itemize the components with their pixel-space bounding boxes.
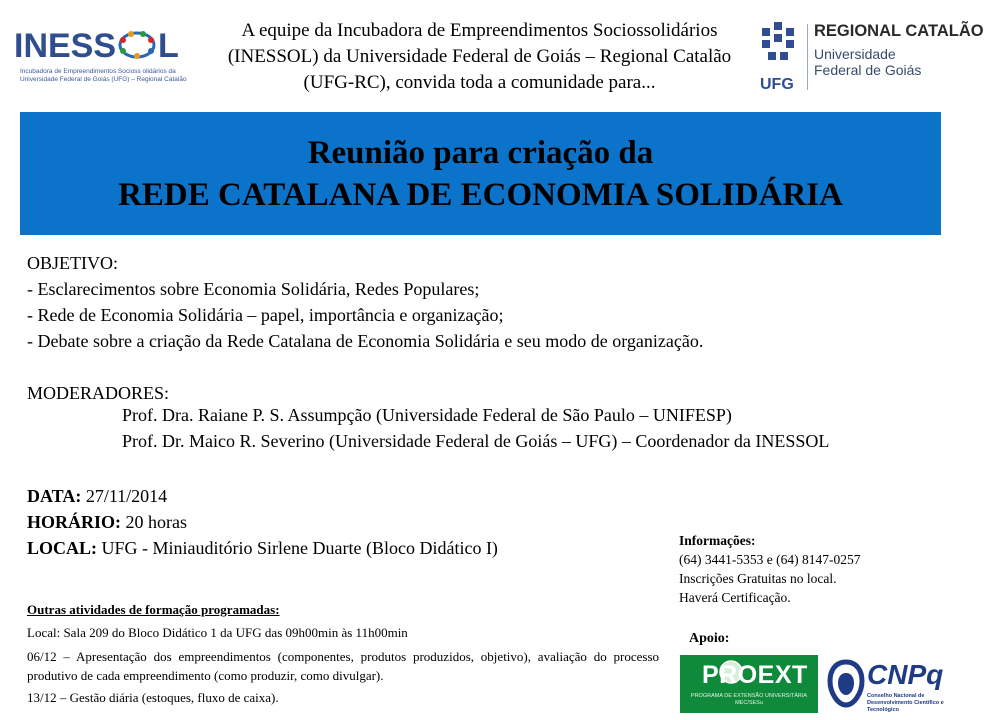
- banner-title-line-2: REDE CATALANA DE ECONOMIA SOLIDÁRIA: [118, 177, 843, 213]
- inessol-word-prefix: INESS: [14, 27, 117, 65]
- time-label: HORÁRIO:: [27, 512, 121, 532]
- info-heading: Informações:: [679, 533, 756, 548]
- place-value: UFG - Miniauditório Sirlene Duarte (Bloco Didático I): [97, 538, 498, 558]
- activity-1312: 13/12 – Gestão diária (estoques, fluxo de caixa).: [27, 690, 279, 705]
- regional-title: REGIONAL CATALÃO: [814, 22, 984, 40]
- objective-item: - Esclarecimentos sobre Economia Solidária, Redes Populares;: [27, 279, 480, 299]
- time-value: 20 horas: [121, 512, 187, 532]
- place-label: LOCAL:: [27, 538, 98, 558]
- inessol-logo-subtitle: Incubadora de Empreendimentos Socioss olidários da Universidade Federal de Goiás (UFG) – Regional Catalão: [20, 68, 187, 83]
- info-phones: (64) 3441-5353 e (64) 8147-0257: [679, 552, 861, 567]
- inessol-word-suffix: L: [158, 27, 179, 65]
- title-banner: [20, 112, 941, 235]
- other-activities-heading: Outras atividades de formação programadas:: [27, 602, 280, 617]
- university-name: [814, 46, 954, 78]
- solidarity-ring-icon: [117, 30, 157, 60]
- university-line-2: Federal de Goiás: [814, 62, 922, 78]
- proext-subtitle: PROGRAMA DE EXTENSÃO UNIVERSITÁRIA MEC/SESu: [690, 693, 808, 706]
- other-activities-location: Local: Sala 209 do Bloco Didático 1 da UFG das 09h00min às 11h00min: [27, 625, 408, 640]
- date-value: 27/11/2014: [81, 486, 168, 506]
- logo-divider: [807, 24, 808, 90]
- info-certification: Haverá Certificação.: [679, 590, 791, 605]
- invitation-intro: A equipe da Incubadora de Empreendimentos Sociossolidários (INESSOL) da Universidade Federal de Goiás – Regional Catalão (UFG-RC), convida toda a comunidade para...: [227, 20, 732, 93]
- support-label: Apoio:: [689, 631, 730, 646]
- banner-title-line-1: Reunião para criação da: [307, 135, 654, 171]
- objective-item: - Debate sobre a criação da Rede Catalana de Economia Solidária e seu modo de organização.: [27, 331, 704, 351]
- cnpq-logo: [825, 655, 957, 713]
- moderator-item: Prof. Dra. Raiane P. S. Assumpção (Universidade Federal de São Paulo – UNIFESP): [122, 405, 732, 425]
- cnpq-wordmark: CNPq: [867, 659, 944, 690]
- objective-item: - Rede de Economia Solidária – papel, importância e organização;: [27, 305, 504, 325]
- objective-heading: OBJETIVO:: [27, 253, 118, 273]
- ufg-regional-catalao-logo: [760, 18, 984, 98]
- university-line-1: Universidade: [814, 46, 896, 62]
- cnpq-subtitle: Conselho Nacional de Desenvolvimento Científico e Tecnológico: [867, 693, 944, 713]
- event-date: [27, 485, 167, 508]
- ufg-mark-text: UFG: [760, 76, 794, 93]
- event-time: [27, 511, 187, 534]
- moderators-heading: MODERADORES:: [27, 383, 170, 403]
- info-block: [679, 531, 939, 607]
- event-place: [27, 537, 498, 560]
- inessol-logo: [14, 28, 204, 90]
- proext-wordmark: PROEXT: [702, 661, 808, 689]
- ufg-dots-icon: [760, 18, 796, 82]
- objective-list: [27, 276, 703, 354]
- proext-logo: [680, 655, 818, 713]
- cnpq-emblem-icon: [827, 659, 865, 709]
- date-label: DATA:: [27, 486, 82, 506]
- moderator-item: Prof. Dr. Maico R. Severino (Universidade Federal de Goiás – UFG) – Coordenador da INESSOL: [122, 431, 830, 451]
- activity-0612: 06/12 – Apresentação dos empreendimentos (componentes, produtos produzidos, objetivo), avaliação do processo produtivo de cada empreendimento (como produzir, como divulgar).: [27, 649, 659, 683]
- info-registration: Inscrições Gratuitas no local.: [679, 571, 837, 586]
- inessol-logo-wordmark: [14, 28, 179, 64]
